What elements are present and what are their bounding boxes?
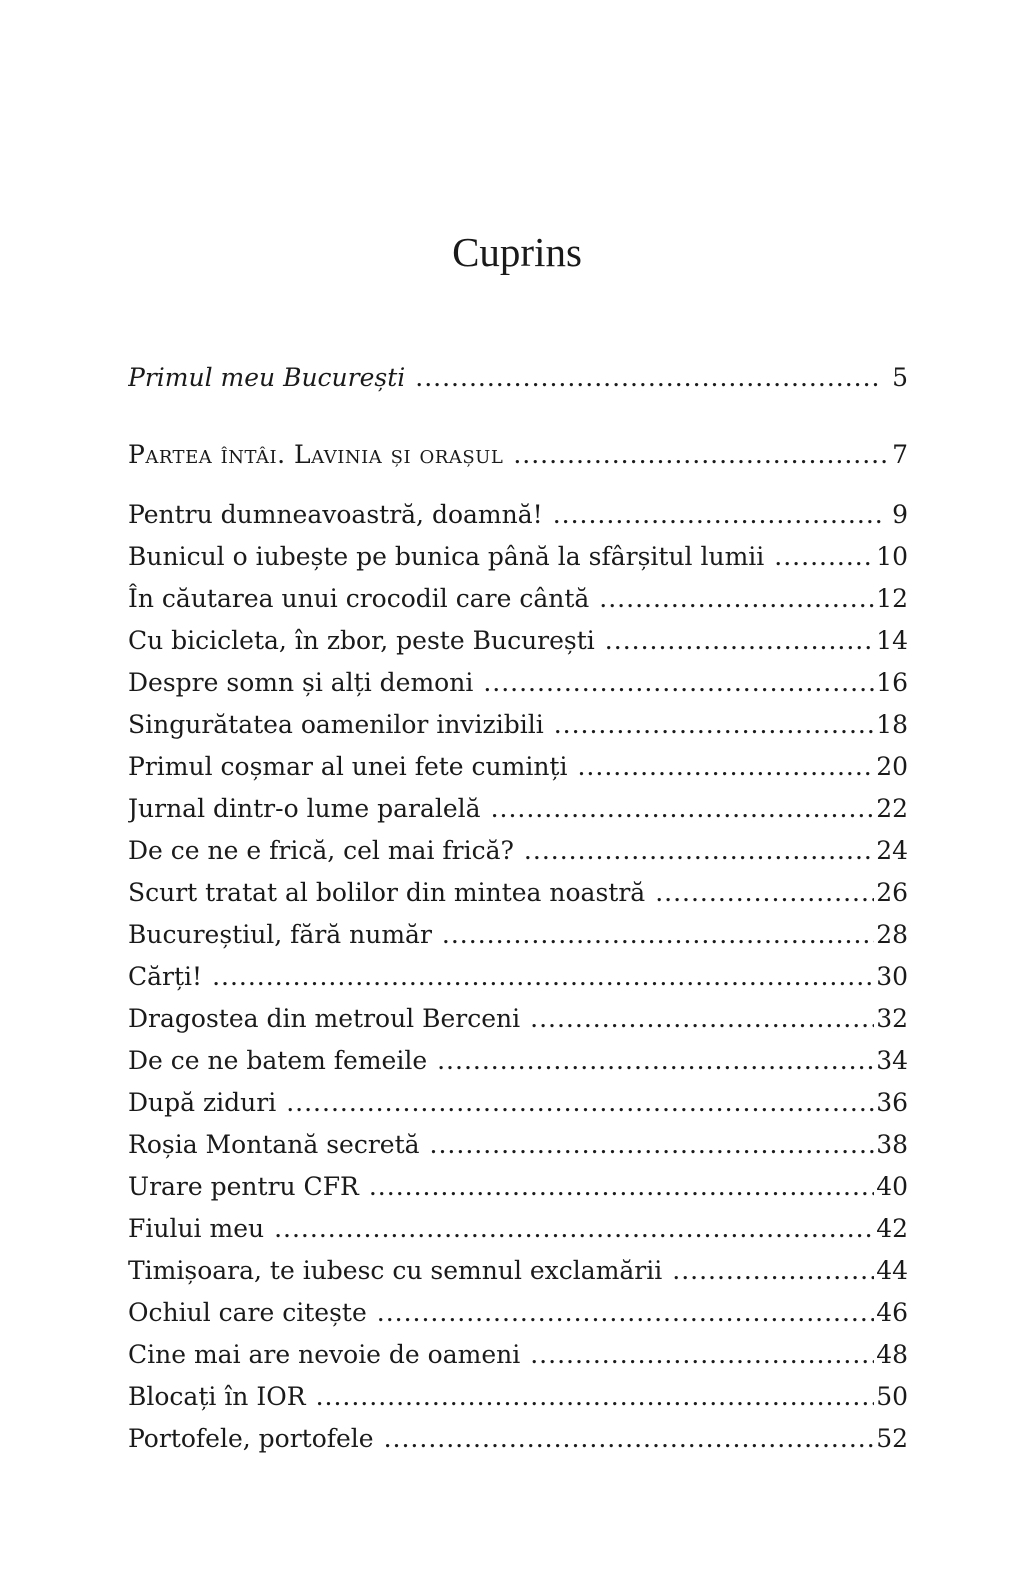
toc-page-number: 46 [876, 1298, 908, 1327]
dot-leader [212, 960, 874, 994]
toc-entry[interactable] [128, 960, 908, 994]
dot-leader [286, 1086, 874, 1120]
dot-leader [530, 1002, 874, 1036]
toc-entry-title: Bunicul o iubește pe bunica până la sfârșitul lumii [128, 542, 765, 571]
dot-leader [483, 666, 874, 700]
toc-entry-title: Cu bicicleta, în zbor, peste București [128, 626, 595, 655]
dot-leader [599, 582, 874, 616]
dot-leader [377, 1296, 874, 1330]
toc-entry[interactable] [128, 1380, 908, 1414]
toc-entry[interactable] [128, 1422, 908, 1456]
toc-entry-title: Scurt tratat al bolilor din mintea noastră [128, 878, 646, 907]
toc-entry-title: Despre somn și alți demoni [128, 668, 474, 697]
toc-entry-title: Pentru dumneavoastră, doamnă! [128, 500, 543, 529]
toc-entry-title: Timișoara, te iubesc cu semnul exclamării [128, 1256, 663, 1285]
dot-leader [554, 708, 874, 742]
toc-entry-title: Dragostea din metroul Berceni [128, 1004, 521, 1033]
toc-page-number: 12 [876, 584, 908, 613]
toc-page-number: 48 [876, 1340, 908, 1369]
toc-entry-title: Bucureștiul, fără număr [128, 920, 432, 949]
toc-entry-title: Singurătatea oamenilor invizibili [128, 710, 544, 739]
toc-page-number: 22 [876, 794, 908, 823]
toc-page-number: 9 [892, 500, 908, 529]
toc-page-number: 26 [876, 878, 908, 907]
toc-entry-title: După ziduri [128, 1088, 277, 1117]
toc-entry-title: Cărți! [128, 962, 203, 991]
toc-entry-title: Portofele, portofele [128, 1424, 374, 1453]
toc-page-number: 14 [876, 626, 908, 655]
toc-entry[interactable] [128, 1170, 908, 1204]
toc-entry[interactable] [128, 582, 908, 616]
toc-page-number: 36 [876, 1088, 908, 1117]
dot-leader [316, 1380, 875, 1414]
toc-entry[interactable] [128, 792, 908, 826]
toc-page-number: 10 [876, 542, 908, 571]
toc-entry[interactable] [128, 1002, 908, 1036]
toc-entry-title: De ce ne e frică, cel mai frică? [128, 836, 514, 865]
toc-entry[interactable] [128, 834, 908, 868]
dot-leader [430, 1128, 875, 1162]
dot-leader [513, 438, 890, 472]
dot-leader [442, 918, 874, 952]
toc-page-number: 20 [876, 752, 908, 781]
toc-page-number: 7 [892, 440, 908, 469]
toc-entry-title: Roșia Montană secretă [128, 1130, 420, 1159]
toc-entry[interactable] [128, 1338, 908, 1372]
toc-entry[interactable] [128, 1212, 908, 1246]
toc-entry[interactable] [128, 918, 908, 952]
toc-page-number: 50 [876, 1382, 908, 1411]
toc-entry-title: De ce ne batem femeile [128, 1046, 428, 1075]
dot-leader [774, 540, 874, 574]
toc-page-number: 24 [876, 836, 908, 865]
toc-page-number: 32 [876, 1004, 908, 1033]
toc-page-number: 40 [876, 1172, 908, 1201]
toc-entry-title: În căutarea unui crocodil care cântă [128, 584, 590, 613]
toc-entry-title: Cine mai are nevoie de oameni [128, 1340, 521, 1369]
dot-leader [437, 1044, 874, 1078]
toc-entry[interactable] [128, 540, 908, 574]
toc-page-number: 18 [876, 710, 908, 739]
toc-part-one[interactable] [128, 438, 908, 472]
toc-entry[interactable] [128, 666, 908, 700]
toc-page-number: 28 [876, 920, 908, 949]
toc-entry[interactable] [128, 750, 908, 784]
toc-entry[interactable] [128, 1128, 908, 1162]
toc-entry[interactable] [128, 498, 908, 532]
toc-page-number: 44 [876, 1256, 908, 1285]
dot-leader [524, 834, 874, 868]
dot-leader [577, 750, 874, 784]
toc-entry[interactable] [128, 1086, 908, 1120]
dot-leader [369, 1170, 874, 1204]
toc-entry-title: Urare pentru CFR [128, 1172, 359, 1201]
toc-page-number: 34 [876, 1046, 908, 1075]
toc-entry[interactable] [128, 1254, 908, 1288]
toc-page-number: 52 [876, 1424, 908, 1453]
toc-page-number: 5 [892, 363, 908, 392]
toc-entry-title: Jurnal dintr-o lume paralelă [128, 794, 481, 823]
dot-leader [415, 361, 882, 395]
toc-intro[interactable] [128, 361, 908, 395]
toc-entry-title: Primul coșmar al unei fete cuminți [128, 752, 568, 781]
toc-page-number: 16 [876, 668, 908, 697]
dot-leader [672, 1254, 874, 1288]
toc-page-number: 38 [876, 1130, 908, 1159]
toc-page-number: 42 [876, 1214, 908, 1243]
toc-entry-title: Primul meu București [128, 363, 406, 392]
toc-entry[interactable] [128, 1044, 908, 1078]
toc-entry[interactable] [128, 1296, 908, 1330]
toc-entry[interactable] [128, 708, 908, 742]
toc-entry[interactable] [128, 624, 908, 658]
toc-entry-title: Fiului meu [128, 1214, 265, 1243]
toc-entry[interactable] [128, 876, 908, 910]
toc-page-number: 30 [876, 962, 908, 991]
toc-part-title: Partea întâi. Lavinia și orașul [128, 440, 504, 469]
toc-entry-title: Ochiul care citește [128, 1298, 367, 1327]
toc-entry-title: Blocați în IOR [128, 1382, 306, 1411]
dot-leader [491, 792, 875, 826]
dot-leader [553, 498, 882, 532]
dot-leader [655, 876, 874, 910]
dot-leader [605, 624, 874, 658]
dot-leader [274, 1212, 874, 1246]
page-title: Cuprins [452, 229, 582, 275]
dot-leader [384, 1422, 875, 1456]
dot-leader [530, 1338, 874, 1372]
